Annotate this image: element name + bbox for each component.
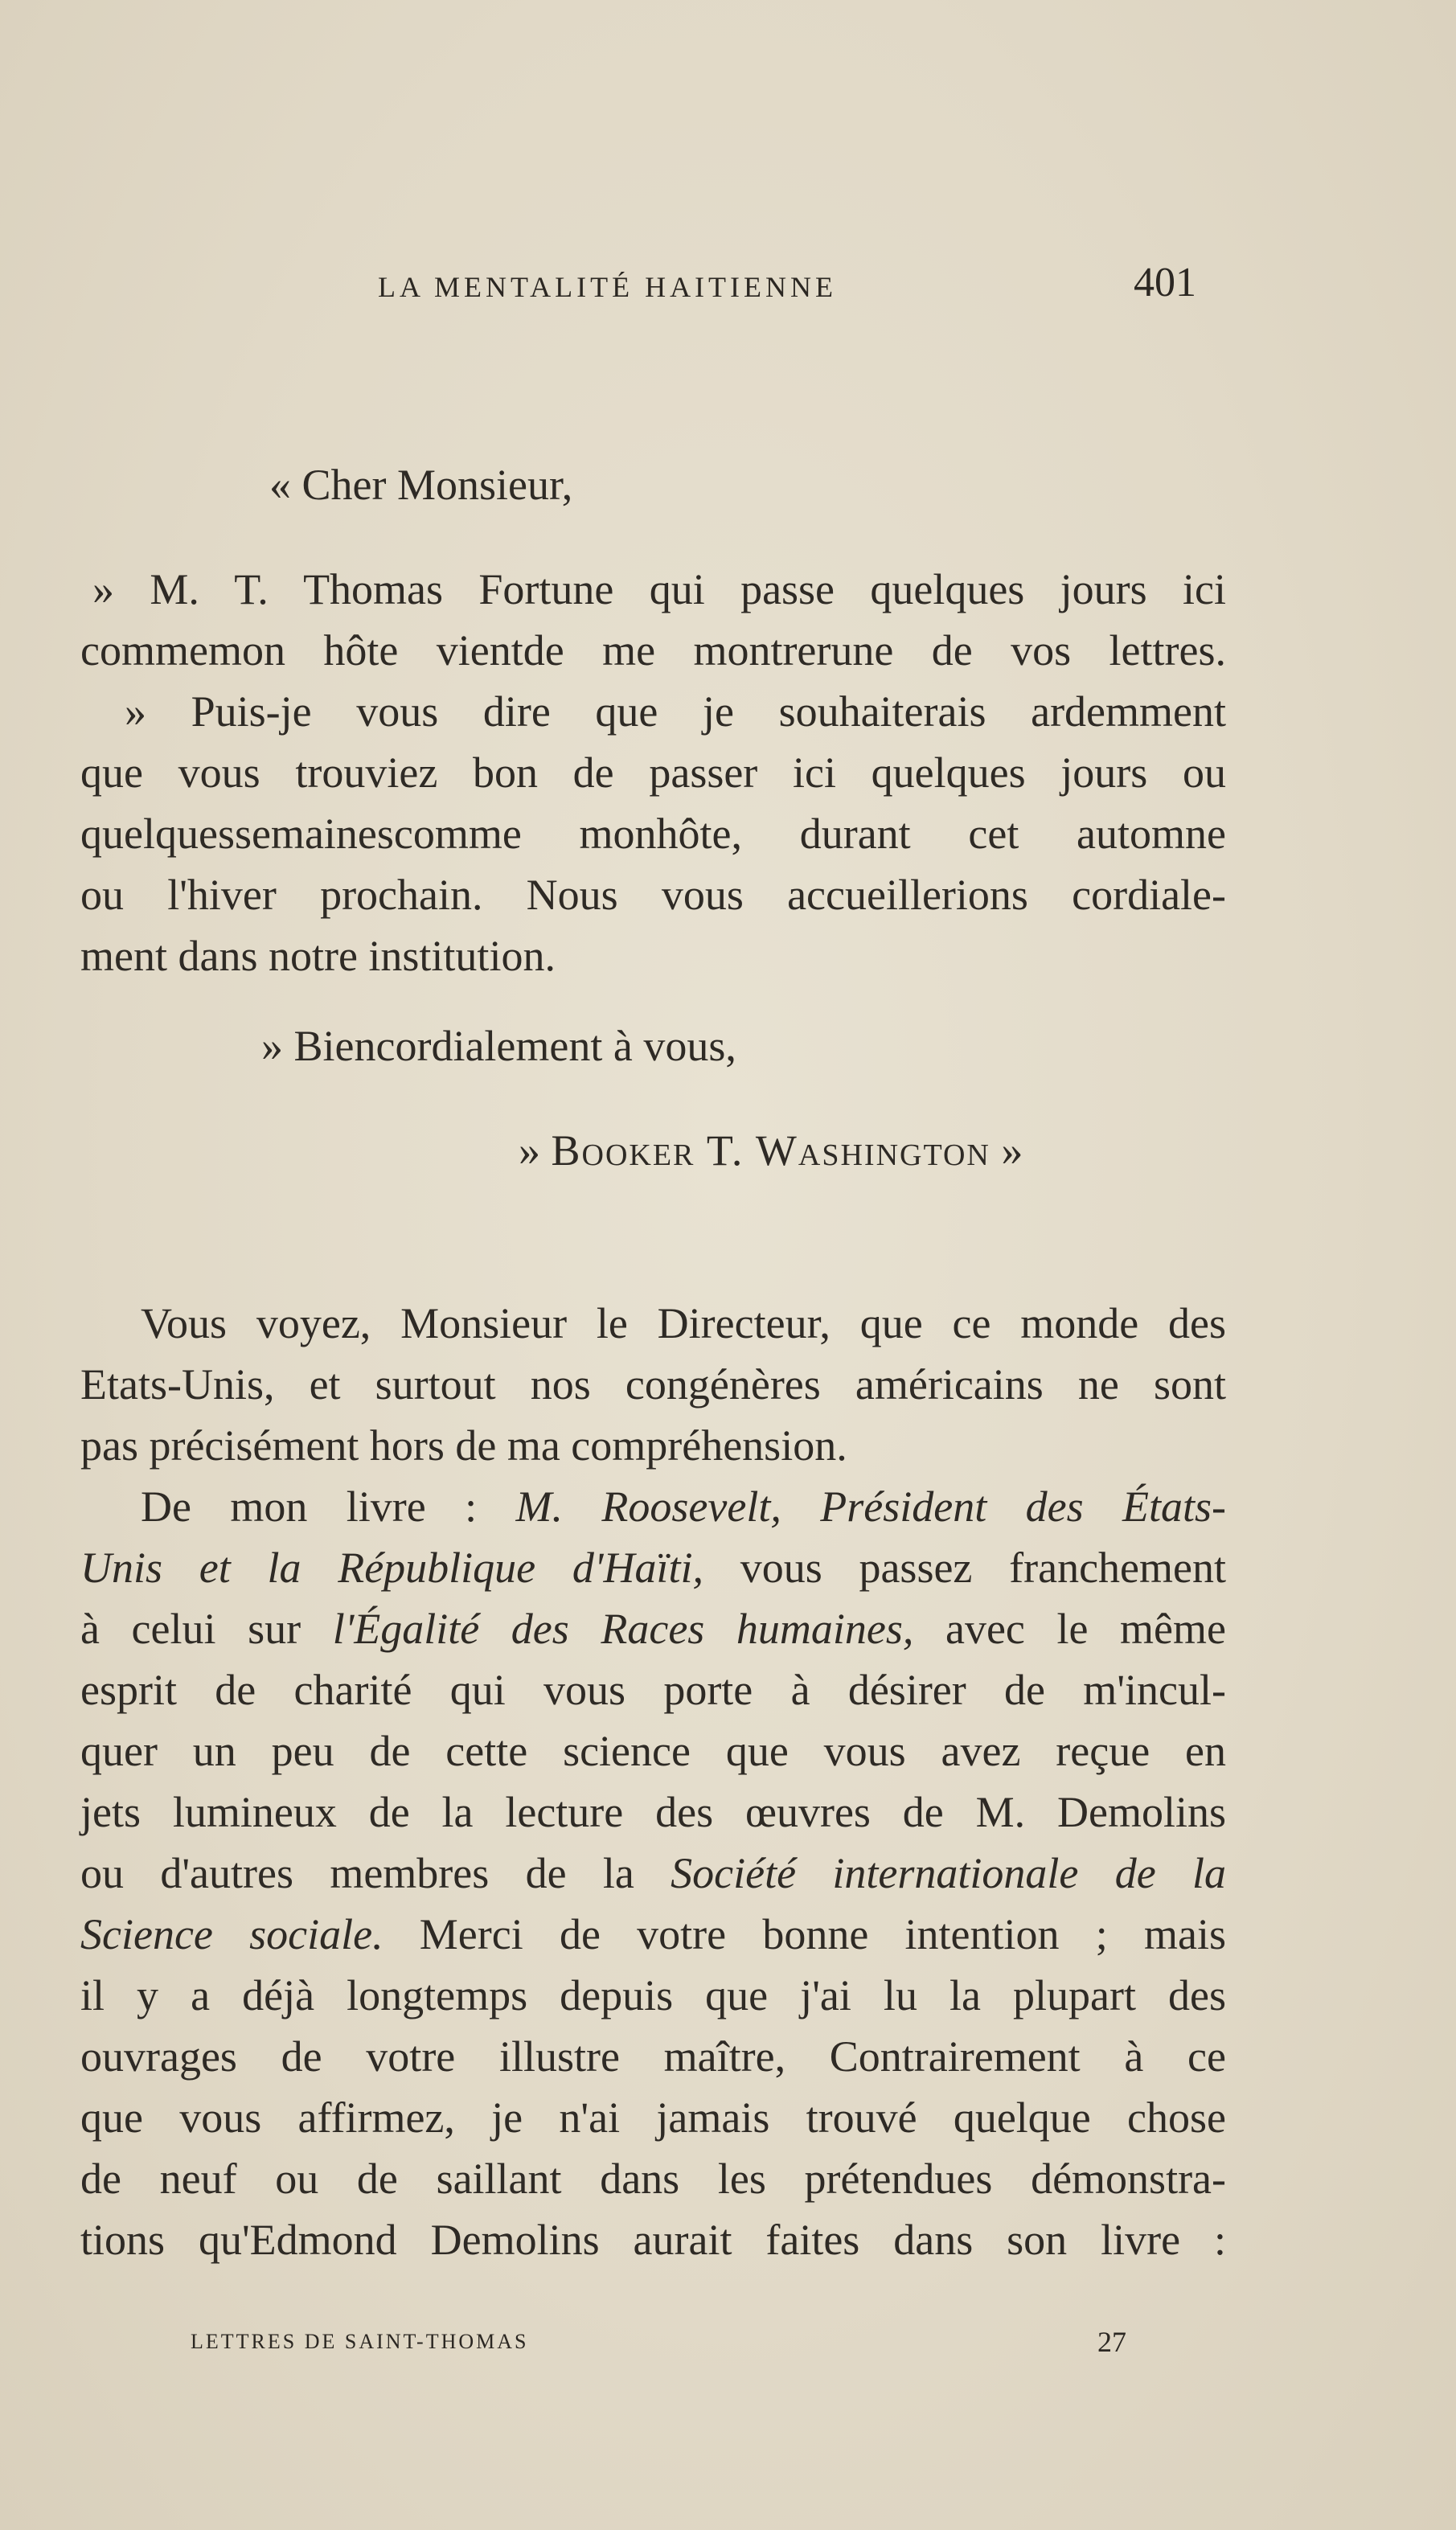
running-title: LA MENTALITÉ HAITIENNE bbox=[378, 271, 838, 303]
running-head bbox=[0, 256, 1456, 320]
text-run: vous passez franchement bbox=[703, 1544, 1226, 1592]
quoted-letter bbox=[80, 460, 1226, 1007]
letter-closing: » Biencordialement à vous, bbox=[261, 1022, 736, 1070]
page-footer bbox=[0, 2323, 1456, 2372]
paragraph-line bbox=[141, 1482, 1226, 1543]
signature-prefix: » bbox=[519, 1126, 552, 1175]
paragraph-line: jets lumineux de la lecture des œuvres de M. Demolins bbox=[80, 1788, 1226, 1836]
paragraph-line: pas précisément hors de ma compréhension. bbox=[80, 1421, 847, 1470]
paragraph-line bbox=[80, 1909, 1226, 1970]
paragraph-line: ouvrages de votre illustre maître, Contrairement à ce bbox=[80, 2032, 1226, 2081]
paragraph-line: de neuf ou de saillant dans les prétendues démonstra- bbox=[80, 2155, 1226, 2203]
paragraph-line: Etats-Unis, et surtout nos congénères américains ne sont bbox=[80, 1360, 1226, 1409]
paragraph-line: tions qu'Edmond Demolins aurait faites dans son livre : bbox=[80, 2216, 1226, 2264]
text-run: avec le même bbox=[913, 1605, 1226, 1653]
main-text bbox=[80, 1298, 1226, 2287]
society-name-italic: Société internationale de la bbox=[671, 1849, 1226, 1897]
letter-line: » Puis-je vous dire que je souhaiterais ardemment bbox=[125, 687, 1226, 736]
footer-title: LETTRES DE SAINT-THOMAS bbox=[191, 2330, 529, 2353]
society-name-italic: Science sociale. bbox=[80, 1910, 383, 1958]
text-run: ou d'autres membres de la bbox=[80, 1849, 671, 1897]
signature-suffix: » bbox=[990, 1126, 1023, 1175]
paragraph-line: il y a déjà longtemps depuis que j'ai lu la plupart des bbox=[80, 1971, 1226, 2019]
signature-mark: 27 bbox=[1097, 2326, 1126, 2358]
book-title-italic: l'Égalité des Races humaines, bbox=[332, 1605, 914, 1653]
paragraph-line bbox=[80, 1604, 1226, 1665]
letter-line: ou l'hiver prochain. Nous vous accueillerions cordiale- bbox=[80, 871, 1226, 919]
letter-line: quelquessemainescomme monhôte, durant cet automne bbox=[80, 810, 1226, 858]
letter-signature bbox=[519, 1126, 1023, 1187]
letter-salutation: « Cher Monsieur, bbox=[269, 461, 573, 509]
text-run: Merci de votre bonne intention ; mais bbox=[383, 1910, 1226, 1958]
letter-closing-block bbox=[80, 1021, 1226, 1182]
paragraph-line bbox=[80, 1543, 1226, 1604]
letter-line: commemon hôte vientde me montrerune de vos lettres. bbox=[80, 626, 1226, 675]
letter-line: ment dans notre institution. bbox=[80, 932, 556, 980]
book-title-italic: Unis et la République d'Haïti, bbox=[80, 1544, 703, 1592]
letter-line: que vous trouviez bon de passer ici quelques jours ou bbox=[80, 748, 1226, 797]
letter-line: » M. T. Thomas Fortune qui passe quelques jours ici bbox=[92, 565, 1226, 613]
paragraph-line: Vous voyez, Monsieur le Directeur, que ce monde des bbox=[141, 1299, 1226, 1347]
page-number: 401 bbox=[1134, 260, 1196, 305]
paragraph-line: quer un peu de cette science que vous avez reçue en bbox=[80, 1727, 1226, 1775]
book-title-italic: M. Roosevelt, Président des États- bbox=[515, 1482, 1226, 1531]
paragraph-line: que vous affirmez, je n'ai jamais trouvé quelque chose bbox=[80, 2093, 1226, 2142]
text-run: De mon livre : bbox=[141, 1482, 516, 1531]
paragraph-line: esprit de charité qui vous porte à désirer de m'incul- bbox=[80, 1666, 1226, 1714]
signature-name: Booker T. Washington bbox=[551, 1126, 990, 1175]
paragraph-line bbox=[80, 1848, 1226, 1909]
text-run: à celui sur bbox=[80, 1605, 333, 1653]
